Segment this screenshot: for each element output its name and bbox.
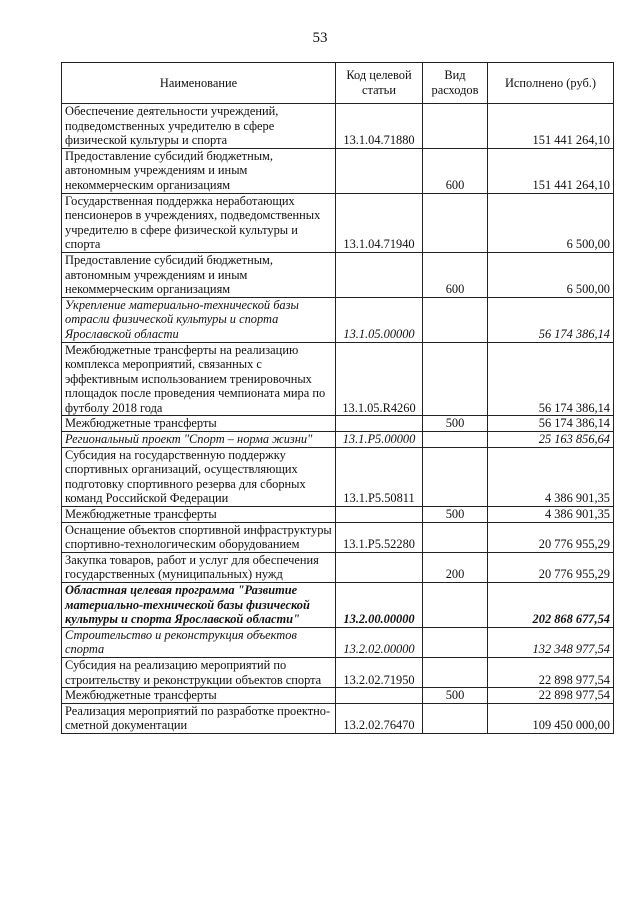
- row-code-cell: [336, 148, 423, 193]
- row-code-cell: [336, 252, 423, 297]
- table-row: [62, 583, 614, 628]
- row-code-cell: [336, 688, 423, 704]
- table-row: [62, 297, 614, 342]
- row-sum-cell: 132 348 977,54: [488, 627, 614, 657]
- row-kind-cell: 200: [423, 552, 488, 582]
- row-name-cell: Предоставление субсидий бюджетным, автономным учреждениям и иным некоммерческим организациям: [62, 252, 336, 297]
- row-kind-cell: [423, 583, 488, 628]
- table-header-row: [62, 63, 614, 104]
- row-name-cell: Межбюджетные трансферты на реализацию комплекса мероприятий, связанных с эффективным использованием тренировочных площадок после проведения чемпионата мира по футболу 2018 года: [62, 342, 336, 416]
- table-row: [62, 688, 614, 704]
- row-kind-cell: [423, 432, 488, 448]
- table-row: [62, 193, 614, 252]
- row-sum-cell: 20 776 955,29: [488, 552, 614, 582]
- table-row: [62, 432, 614, 448]
- row-sum-cell: 22 898 977,54: [488, 688, 614, 704]
- row-name-cell: Обеспечение деятельности учреждений, подведомственных учредителю в сфере физической культуры и спорта: [62, 104, 336, 149]
- row-kind-cell: [423, 342, 488, 416]
- row-name-cell: Реализация мероприятий по разработке проектно-сметной документации: [62, 703, 336, 733]
- table-row: [62, 148, 614, 193]
- row-code-cell: 13.1.04.71940: [336, 193, 423, 252]
- row-kind-cell: [423, 703, 488, 733]
- row-name-cell: Предоставление субсидий бюджетным, автономным учреждениям и иным некоммерческим организациям: [62, 148, 336, 193]
- row-sum-cell: 22 898 977,54: [488, 657, 614, 687]
- row-name-cell: Закупка товаров, работ и услуг для обеспечения государственных (муниципальных) нужд: [62, 552, 336, 582]
- row-kind-cell: [423, 657, 488, 687]
- row-kind-cell: [423, 104, 488, 149]
- table-row: [62, 627, 614, 657]
- row-sum-cell: 6 500,00: [488, 193, 614, 252]
- row-kind-cell: [423, 297, 488, 342]
- row-kind-cell: 500: [423, 416, 488, 432]
- row-code-cell: 13.2.02.76470: [336, 703, 423, 733]
- table-row: [62, 447, 614, 506]
- header-code: Код целевой статьи: [336, 63, 423, 104]
- row-code-cell: 13.1.P5.52280: [336, 522, 423, 552]
- row-code-cell: [336, 552, 423, 582]
- row-sum-cell: 109 450 000,00: [488, 703, 614, 733]
- row-kind-cell: [423, 193, 488, 252]
- row-kind-cell: 600: [423, 252, 488, 297]
- row-kind-cell: [423, 627, 488, 657]
- row-sum-cell: 4 386 901,35: [488, 507, 614, 523]
- row-name-cell: Областная целевая программа "Развитие материально-технической базы физической культуры и спорта Ярославской области": [62, 583, 336, 628]
- row-sum-cell: 56 174 386,14: [488, 416, 614, 432]
- budget-table: [61, 62, 614, 734]
- row-sum-cell: 56 174 386,14: [488, 342, 614, 416]
- row-code-cell: 13.2.02.00000: [336, 627, 423, 657]
- row-name-cell: Межбюджетные трансферты: [62, 688, 336, 704]
- row-kind-cell: 500: [423, 507, 488, 523]
- header-name: Наименование: [62, 63, 336, 104]
- table-row: [62, 522, 614, 552]
- table-row: [62, 552, 614, 582]
- row-sum-cell: 56 174 386,14: [488, 297, 614, 342]
- row-sum-cell: 6 500,00: [488, 252, 614, 297]
- header-kind: Вид расходов: [423, 63, 488, 104]
- row-name-cell: Укрепление материально-технической базы отрасли физической культуры и спорта Ярославской области: [62, 297, 336, 342]
- row-name-cell: Оснащение объектов спортивной инфраструктуры спортивно-технологическим оборудованием: [62, 522, 336, 552]
- row-sum-cell: 4 386 901,35: [488, 447, 614, 506]
- row-name-cell: Субсидия на реализацию мероприятий по строительству и реконструкции объектов спорта: [62, 657, 336, 687]
- table-body: [62, 104, 614, 734]
- row-code-cell: 13.1.P5.00000: [336, 432, 423, 448]
- row-name-cell: Региональный проект "Спорт – норма жизни": [62, 432, 336, 448]
- table-row: [62, 507, 614, 523]
- row-code-cell: 13.1.04.71880: [336, 104, 423, 149]
- row-kind-cell: 600: [423, 148, 488, 193]
- row-sum-cell: 20 776 955,29: [488, 522, 614, 552]
- row-sum-cell: 202 868 677,54: [488, 583, 614, 628]
- row-code-cell: [336, 507, 423, 523]
- table-row: [62, 104, 614, 149]
- row-kind-cell: [423, 447, 488, 506]
- page-number: 53: [312, 30, 328, 46]
- row-code-cell: 13.1.P5.50811: [336, 447, 423, 506]
- row-sum-cell: 151 441 264,10: [488, 104, 614, 149]
- table-row: [62, 703, 614, 733]
- table-row: [62, 252, 614, 297]
- row-code-cell: [336, 416, 423, 432]
- table-row: [62, 657, 614, 687]
- row-code-cell: 13.2.00.00000: [336, 583, 423, 628]
- row-name-cell: Межбюджетные трансферты: [62, 416, 336, 432]
- row-sum-cell: 151 441 264,10: [488, 148, 614, 193]
- row-name-cell: Межбюджетные трансферты: [62, 507, 336, 523]
- header-sum: Исполнено (руб.): [488, 63, 614, 104]
- row-sum-cell: 25 163 856,64: [488, 432, 614, 448]
- row-code-cell: 13.2.02.71950: [336, 657, 423, 687]
- row-code-cell: 13.1.05.00000: [336, 297, 423, 342]
- table-row: [62, 342, 614, 416]
- row-name-cell: Государственная поддержка неработающих пенсионеров в учреждениях, подведомственных учредителю в сфере физической культуры и спорта: [62, 193, 336, 252]
- row-kind-cell: 500: [423, 688, 488, 704]
- row-kind-cell: [423, 522, 488, 552]
- row-name-cell: Субсидия на государственную поддержку спортивных организаций, осуществляющих подготовку спортивного резерва для сборных команд Российской Федерации: [62, 447, 336, 506]
- row-code-cell: 13.1.05.R4260: [336, 342, 423, 416]
- row-name-cell: Строительство и реконструкция объектов спорта: [62, 627, 336, 657]
- table-row: [62, 416, 614, 432]
